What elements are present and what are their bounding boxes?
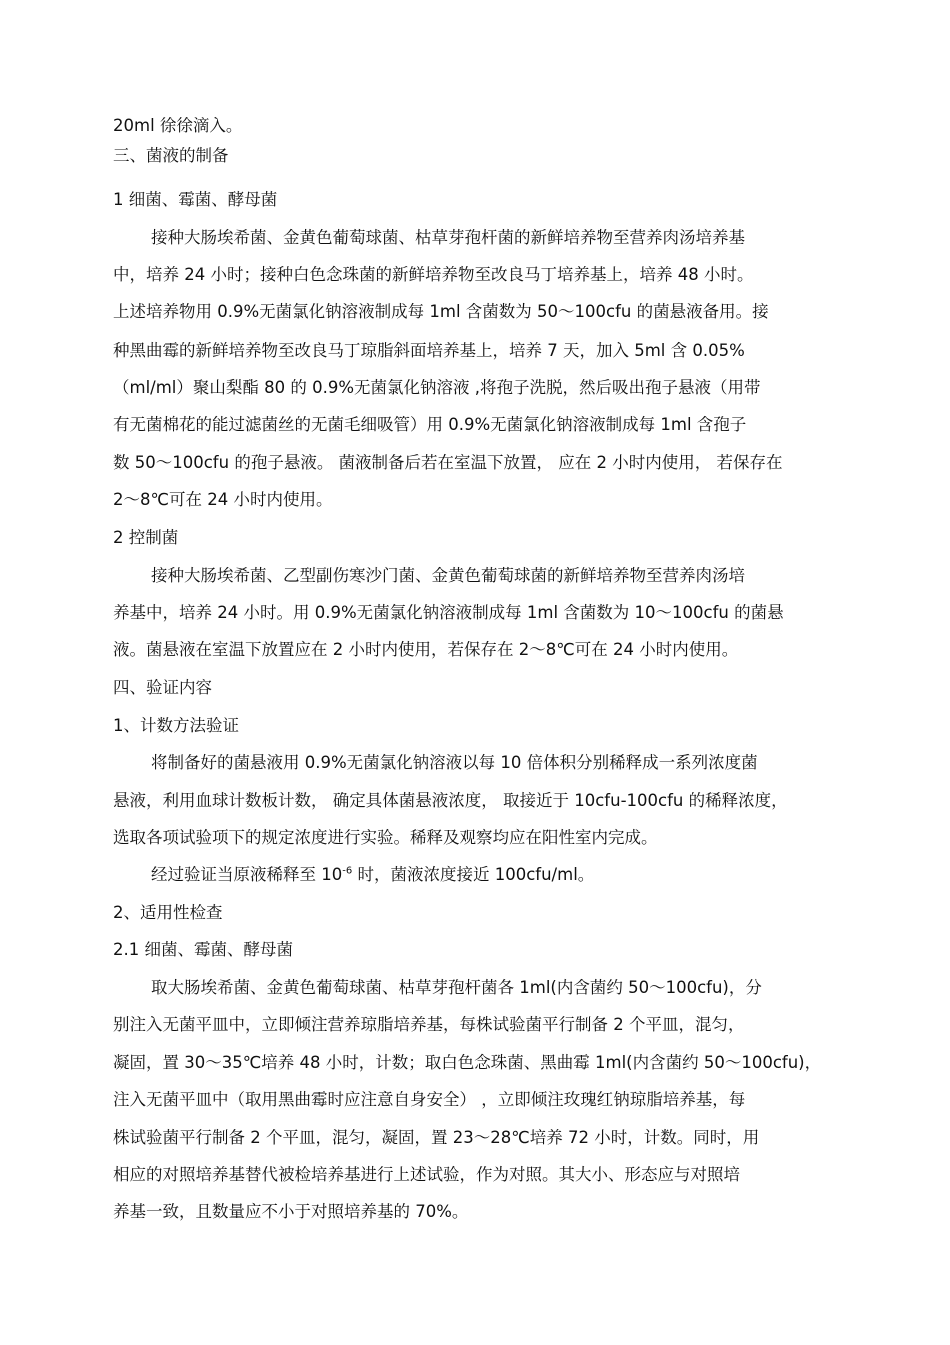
text-line: 取大肠埃希菌、金黄色葡萄球菌、枯草芽孢杆菌各 1ml(内含菌约 50～100cfu)，分 <box>151 978 762 997</box>
text-line: 数 50～100cfu 的孢子悬液。 菌液制备后若在室温下放置， 应在 2 小时内使用， 若保存在 <box>113 453 783 472</box>
subsection-heading: 2、适用性检查 <box>113 903 223 922</box>
text-line: 2～8℃可在 24 小时内使用。 <box>113 490 333 509</box>
subsection-heading: 2 控制菌 <box>113 528 179 547</box>
text-line: 接种大肠埃希菌、乙型副伤寒沙门菌、金黄色葡萄球菌的新鲜培养物至营养肉汤培 <box>151 566 745 585</box>
subsection-heading: 2.1 细菌、霉菌、酵母菌 <box>113 940 293 959</box>
text-line: 注入无菌平皿中（取用黑曲霉时应注意自身安全） ，立即倾注玫瑰红钠琼脂培养基，每 <box>113 1090 746 1109</box>
text-line: （ml/ml）聚山梨酯 80 的 0.9%无菌氯化钠溶液 ,将孢子洗脱，然后吸出孢子悬液（用带 <box>113 378 761 397</box>
text-line: 接种大肠埃希菌、金黄色葡萄球菌、枯草芽孢杆菌的新鲜培养物至营养肉汤培养基 <box>151 228 745 247</box>
superscript: -6 <box>342 865 353 877</box>
text-segment: 经过验证当原液稀释至 10 <box>151 865 343 884</box>
text-line: 上述培养物用 0.9%无菌氯化钠溶液制成每 1ml 含菌数为 50～100cfu 的菌悬液备用。接 <box>113 302 769 321</box>
section-heading: 四、验证内容 <box>113 678 212 697</box>
text-segment: 时，菌液浓度接近 100cfu/ml。 <box>352 865 595 884</box>
text-line: 悬液，利用血球计数板计数， 确定具体菌悬液浓度， 取接近于 10cfu-100cfu 的稀释浓度， <box>113 791 788 810</box>
text-line: 凝固，置 30～35℃培养 48 小时，计数；取白色念珠菌、黑曲霉 1ml(内含菌约 50～100cfu)， <box>113 1053 822 1072</box>
text-line: 别注入无菌平皿中，立即倾注营养琼脂培养基，每株试验菌平行制备 2 个平皿，混匀， <box>113 1015 745 1034</box>
subsection-heading: 1 细菌、霉菌、酵母菌 <box>113 190 278 209</box>
text-line: 中，培养 24 小时；接种白色念珠菌的新鲜培养物至改良马丁培养基上，培养 48 小时。 <box>113 265 754 284</box>
text-line: 种黑曲霉的新鲜培养物至改良马丁琼脂斜面培养基上，培养 7 天，加入 5ml 含 0.05% <box>113 341 745 360</box>
section-heading: 三、菌液的制备 <box>113 146 229 165</box>
subsection-heading: 1、计数方法验证 <box>113 716 239 735</box>
text-line: 选取各项试验项下的规定浓度进行实验。稀释及观察均应在阳性室内完成。 <box>113 828 658 847</box>
text-line: 有无菌棉花的能过滤菌丝的无菌毛细吸管）用 0.9%无菌氯化钠溶液制成每 1ml 含孢子 <box>113 415 747 434</box>
text-line: 20ml 徐徐滴入。 <box>113 116 243 135</box>
text-line <box>151 864 594 886</box>
text-line: 养基中，培养 24 小时。用 0.9%无菌氯化钠溶液制成每 1ml 含菌数为 10～100cfu 的菌悬 <box>113 603 784 622</box>
text-line: 株试验菌平行制备 2 个平皿，混匀，凝固，置 23～28℃培养 72 小时，计数。同时，用 <box>113 1128 760 1147</box>
text-line: 相应的对照培养基替代被检培养基进行上述试验，作为对照。其大小、形态应与对照培 <box>113 1165 740 1184</box>
text-line: 将制备好的菌悬液用 0.9%无菌氯化钠溶液以每 10 倍体积分别稀释成一系列浓度菌 <box>151 753 758 772</box>
text-line: 液。菌悬液在室温下放置应在 2 小时内使用，若保存在 2～8℃可在 24 小时内使用。 <box>113 640 739 659</box>
text-line: 养基一致，且数量应不小于对照培养基的 70%。 <box>113 1202 469 1221</box>
